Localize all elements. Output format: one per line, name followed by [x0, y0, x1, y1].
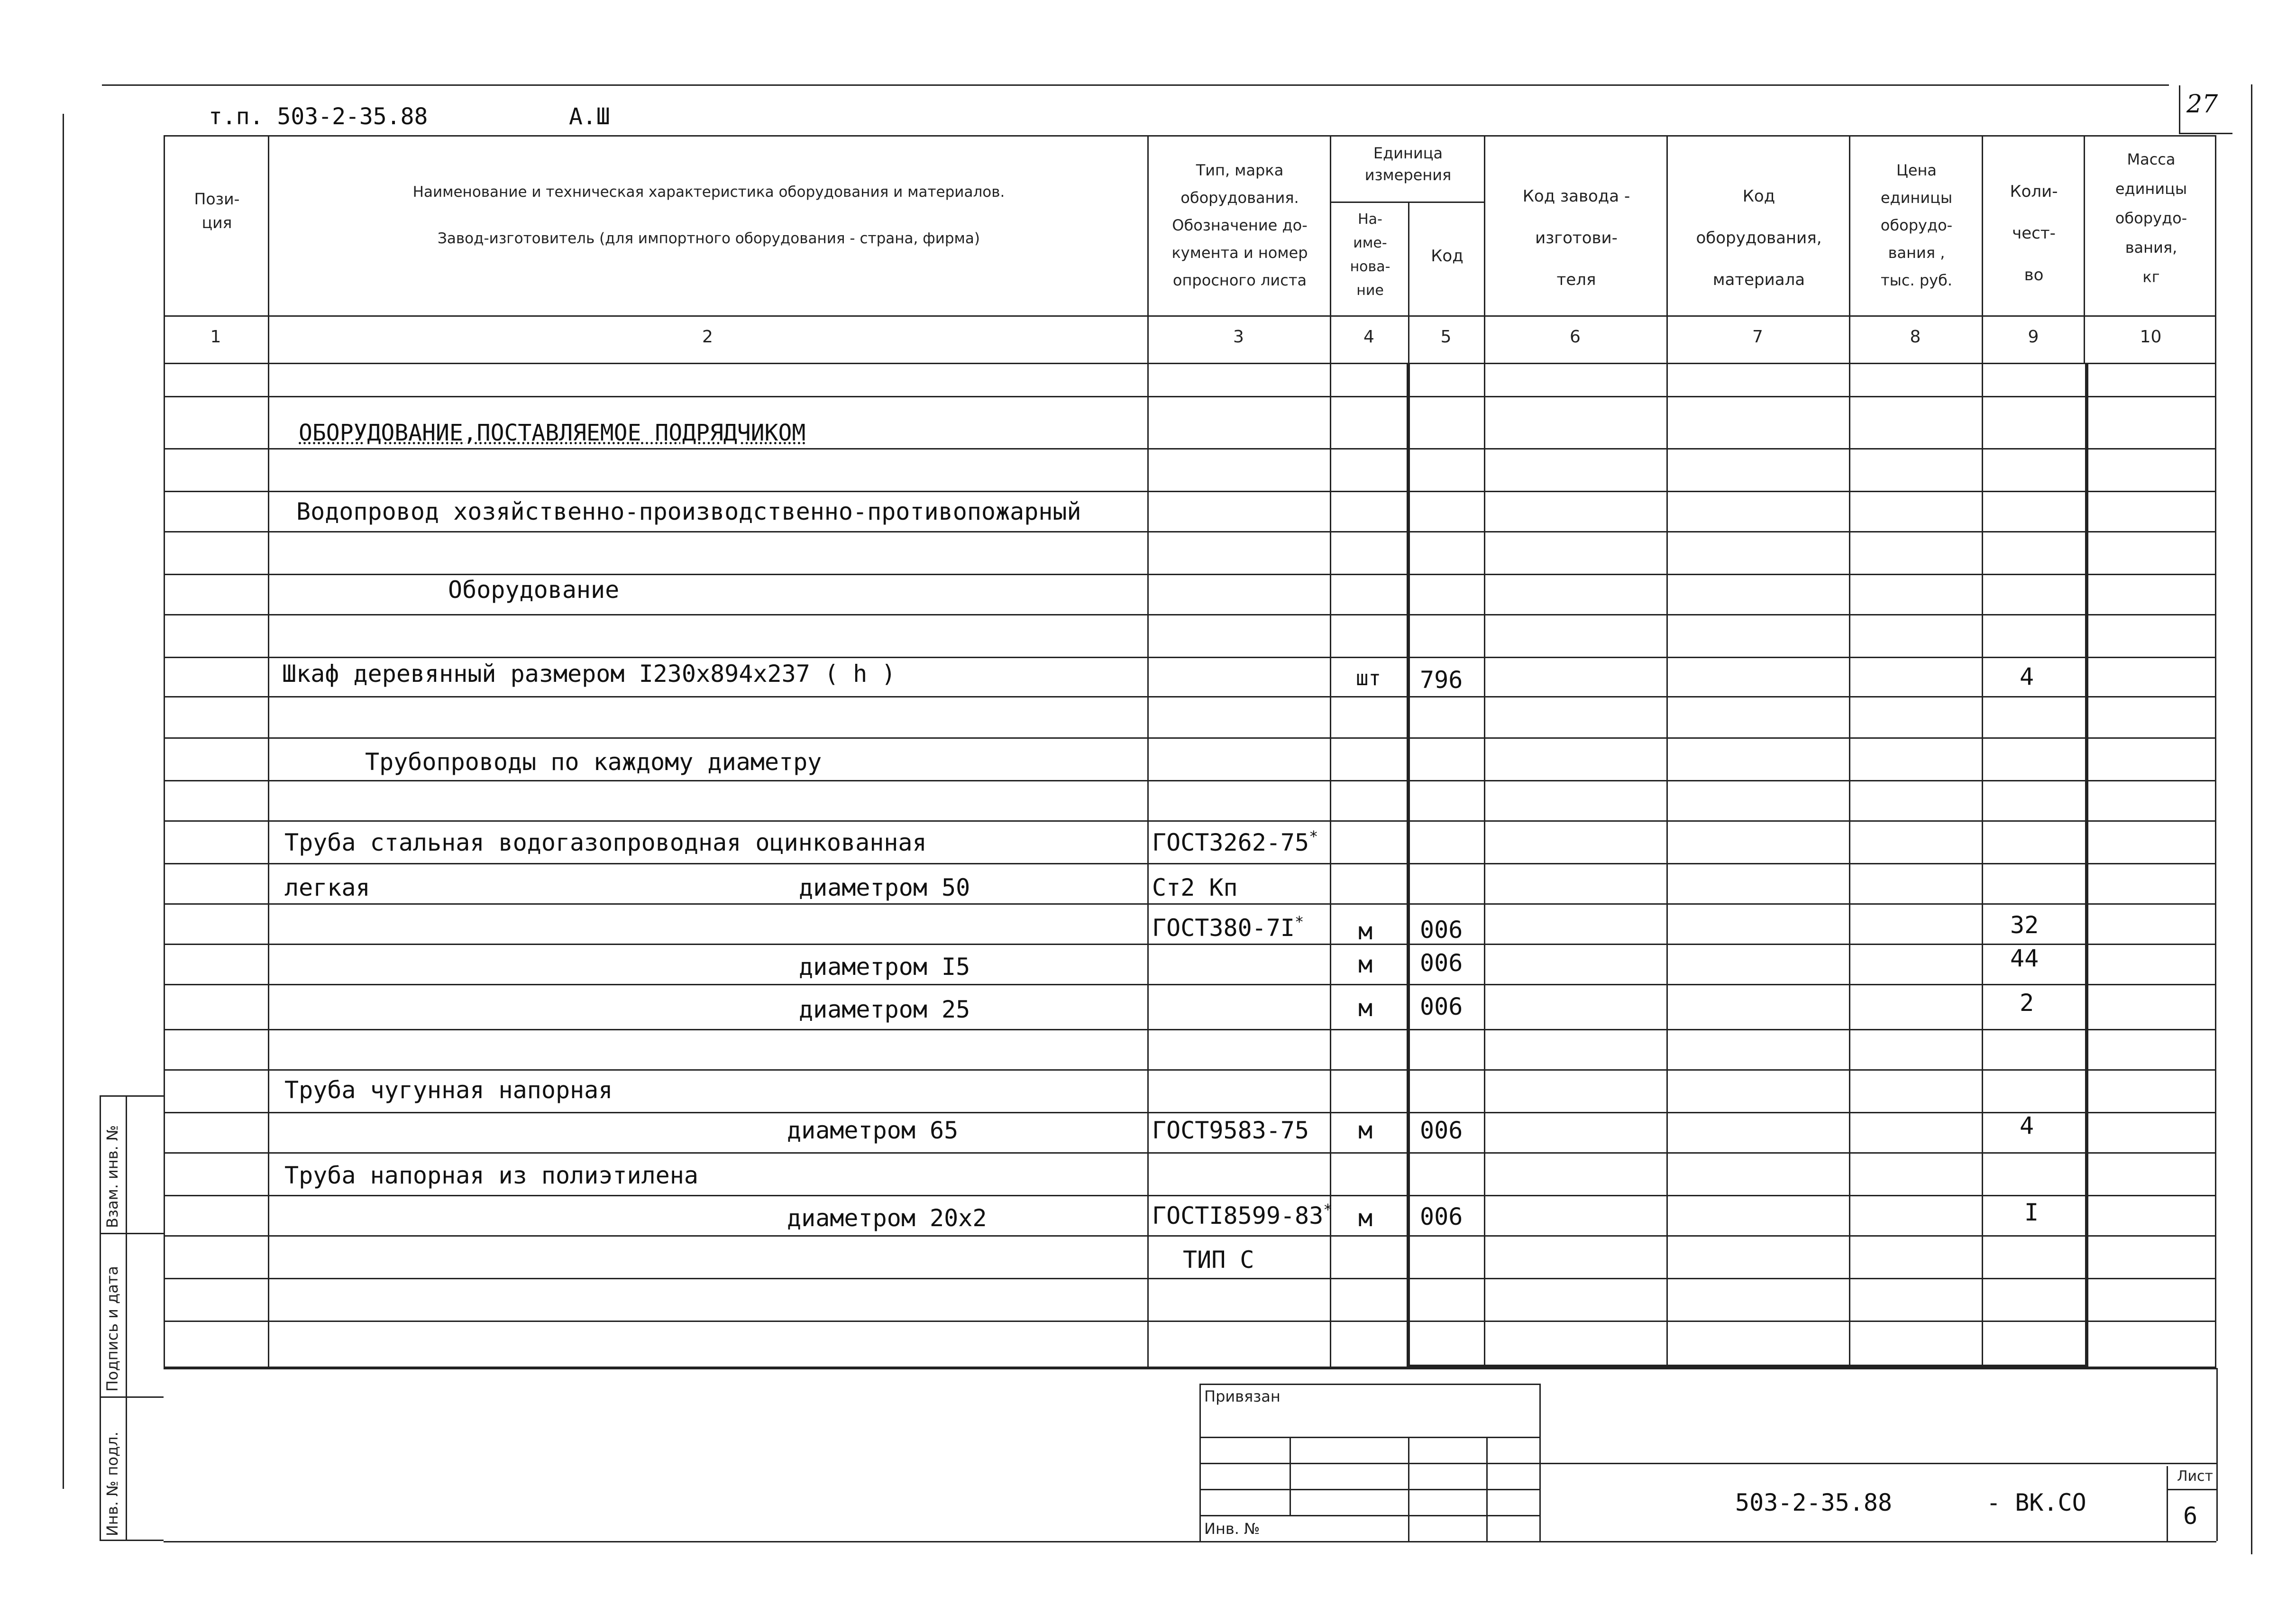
d15-label: диаметром I5 [799, 953, 970, 981]
stamp-top-line [164, 1368, 2216, 1369]
row-line [164, 1152, 2216, 1154]
row-line [164, 574, 2216, 575]
page-number: 27 [2186, 90, 2218, 119]
row-line [164, 396, 2216, 397]
privyazan-vline-3 [1486, 1437, 1488, 1541]
d20-code: 006 [1420, 1203, 1463, 1230]
header-mass: Масса единицы оборудо- вания, кг [2115, 150, 2187, 286]
drawing-code: т.п. 503-2-35.88 [209, 103, 428, 130]
row-line [164, 1278, 2216, 1279]
header-unit-group: Единица измерения [1364, 144, 1452, 184]
top-border [102, 84, 2169, 86]
d50-code: 006 [1420, 916, 1463, 944]
header-name-line1: Наименование и техническая характеристика оборудования и материалов. [412, 184, 1005, 201]
sheet-box-line [2167, 1489, 2216, 1490]
steel-pipe-name: Труба стальная водогазопроводная оцинкованная [284, 829, 927, 856]
row-line [164, 696, 2216, 697]
header-position: Пози- ция [194, 190, 240, 232]
header-bottom-line [164, 315, 2216, 317]
numbers-row-line [164, 363, 2216, 364]
d15-qty: 44 [2010, 945, 2039, 972]
row-line [164, 614, 2216, 615]
d50-unit: м [1358, 918, 1373, 945]
colnum-4: 4 [1363, 327, 1374, 347]
col-line-5 [1484, 135, 1485, 1368]
header-name-line2: Завод-изготовитель (для импортного оборудования - страна, фирма) [437, 230, 980, 247]
steel-pipe-light: легкая [284, 874, 370, 901]
pe-pipe-name: Труба напорная из полиэтилена [284, 1162, 698, 1189]
header-unit-code: Код [1431, 247, 1464, 266]
d20-type: ТИП С [1183, 1246, 1254, 1274]
header-factory-code: Код завода - изготови- теля [1522, 187, 1630, 289]
privyazan-vline-1 [1290, 1437, 1291, 1515]
row-line [164, 1195, 2216, 1196]
album-label: А.Ш [569, 103, 610, 130]
cabinet-code: 796 [1420, 666, 1463, 694]
d20-gost: ГОСТI8599-83* [1152, 1201, 1333, 1229]
d65-qty: 4 [2020, 1112, 2034, 1139]
col-line-9-bold [2085, 363, 2088, 1368]
stamp-inv-label: Инв. № [1204, 1520, 1260, 1538]
d65-gost: ГОСТ9583-75 [1152, 1117, 1309, 1144]
colnum-2: 2 [702, 327, 713, 347]
privyazan-box [1199, 1384, 1541, 1541]
doc-suffix: - ВК.СО [1986, 1489, 2086, 1516]
privyazan-line-2 [1199, 1463, 1541, 1464]
row-line [164, 984, 2216, 985]
sheet-label: Лист [2177, 1468, 2214, 1485]
col-line-3 [1330, 135, 1331, 1368]
group-equipment: Оборудование [448, 576, 620, 604]
col-line-7 [1849, 135, 1850, 1368]
stamp-right-line [2216, 1368, 2218, 1541]
steel-d50: диаметром 50 [799, 874, 970, 901]
header-unit-name: На- име- нова- ние [1350, 211, 1390, 299]
side-vzam: Взам. инв. № [103, 1125, 121, 1228]
colnum-3: 3 [1233, 327, 1244, 347]
stamp-bottom-line [164, 1541, 2216, 1542]
row-line [164, 944, 2216, 945]
colnum-6: 6 [1570, 327, 1581, 347]
row-line [164, 1321, 2216, 1322]
header-quantity: Коли- чест- во [2010, 182, 2058, 284]
cast-pipe-name: Труба чугунная напорная [284, 1076, 613, 1104]
cabinet-unit: шт [1356, 666, 1381, 690]
row-line [164, 780, 2216, 781]
d65-label: диаметром 65 [787, 1117, 959, 1144]
d20-unit: м [1358, 1204, 1373, 1232]
steel-grade: Ст2 Кп [1152, 874, 1238, 901]
header-equipment-code: Код оборудования, материала [1696, 187, 1822, 289]
d25-label: диаметром 25 [799, 996, 970, 1023]
privyazan-vline-2 [1408, 1437, 1409, 1541]
steel-grade-gost: ГОСТ380-7I* [1152, 913, 1304, 942]
left-margin-line [63, 114, 64, 1489]
right-margin-line [2251, 84, 2252, 1554]
sheet-number: 6 [2183, 1502, 2198, 1530]
privyazan-line-1 [1199, 1437, 1541, 1438]
colnum-5: 5 [1440, 327, 1452, 347]
header-type: Тип, марка оборудования. Обозначение до- кумента и номер опросного листа [1171, 161, 1308, 289]
row-line [164, 448, 2216, 450]
colnum-10: 10 [2140, 327, 2162, 347]
row-line [164, 820, 2216, 822]
colnum-8: 8 [1910, 327, 1921, 347]
row-line [164, 531, 2216, 532]
d65-code: 006 [1420, 1117, 1463, 1144]
cabinet-qty: 4 [2020, 663, 2034, 690]
row-line [164, 1069, 2216, 1071]
privyazan-line-4 [1199, 1515, 1541, 1516]
d20-qty: I [2024, 1199, 2039, 1226]
row-line [164, 491, 2216, 492]
header-price: Цена единицы оборудо- вания , тыс. руб. [1880, 161, 1953, 289]
side-stamp-vline [126, 1095, 127, 1541]
row-line [164, 1112, 2216, 1113]
subsection-title: Водопровод хозяйственно-производственно-противопожарный [296, 498, 1081, 525]
col-line-2 [1147, 135, 1149, 1368]
steel-pipe-gost: ГОСТ3262-75* [1152, 827, 1318, 856]
row-line [164, 657, 2216, 658]
d15-code: 006 [1420, 949, 1463, 977]
code-box-top-line [1541, 1463, 2216, 1464]
side-inv-podl: Инв. № подл. [103, 1431, 121, 1536]
row-line [164, 903, 2216, 905]
side-podpis: Подпись и дата [103, 1266, 121, 1392]
col-line-8 [1982, 135, 1983, 1368]
unit-group-line [1330, 202, 1484, 203]
row-line [164, 1029, 2216, 1030]
col-line-4-bold [1407, 363, 1410, 1368]
d20-label: диаметром 20x2 [787, 1204, 987, 1232]
d25-qty: 2 [2020, 989, 2034, 1017]
privyazan-line-3 [1199, 1489, 1541, 1490]
d25-unit: м [1358, 994, 1373, 1022]
section-title: ОБОРУДОВАНИЕ,ПОСТАВЛЯЕМОЕ ПОДРЯДЧИКОМ [299, 420, 806, 446]
privyazan-label: Привязан [1204, 1387, 1281, 1405]
side-stamp-line-1 [100, 1233, 164, 1234]
d25-code: 006 [1420, 993, 1463, 1020]
table-bottom-bold [1407, 1365, 2088, 1368]
doc-code: 503-2-35.88 [1735, 1489, 1893, 1516]
pipelines-title: Трубопроводы по каждому диаметру [365, 748, 822, 776]
colnum-7: 7 [1752, 327, 1763, 347]
side-stamp-line-2 [100, 1396, 164, 1398]
cabinet-name: Шкаф деревянный размером I230x894x237 ( h ) [282, 660, 896, 688]
colnum-9: 9 [2028, 327, 2039, 347]
d15-unit: м [1358, 951, 1373, 978]
col-line-1 [268, 135, 269, 1368]
row-line [164, 863, 2216, 864]
col-line-6 [1666, 135, 1668, 1368]
row-line [164, 737, 2216, 739]
row-line [164, 1235, 2216, 1237]
d50-qty: 32 [2010, 911, 2039, 939]
colnum-1: 1 [210, 327, 221, 347]
d65-unit: м [1358, 1117, 1373, 1144]
